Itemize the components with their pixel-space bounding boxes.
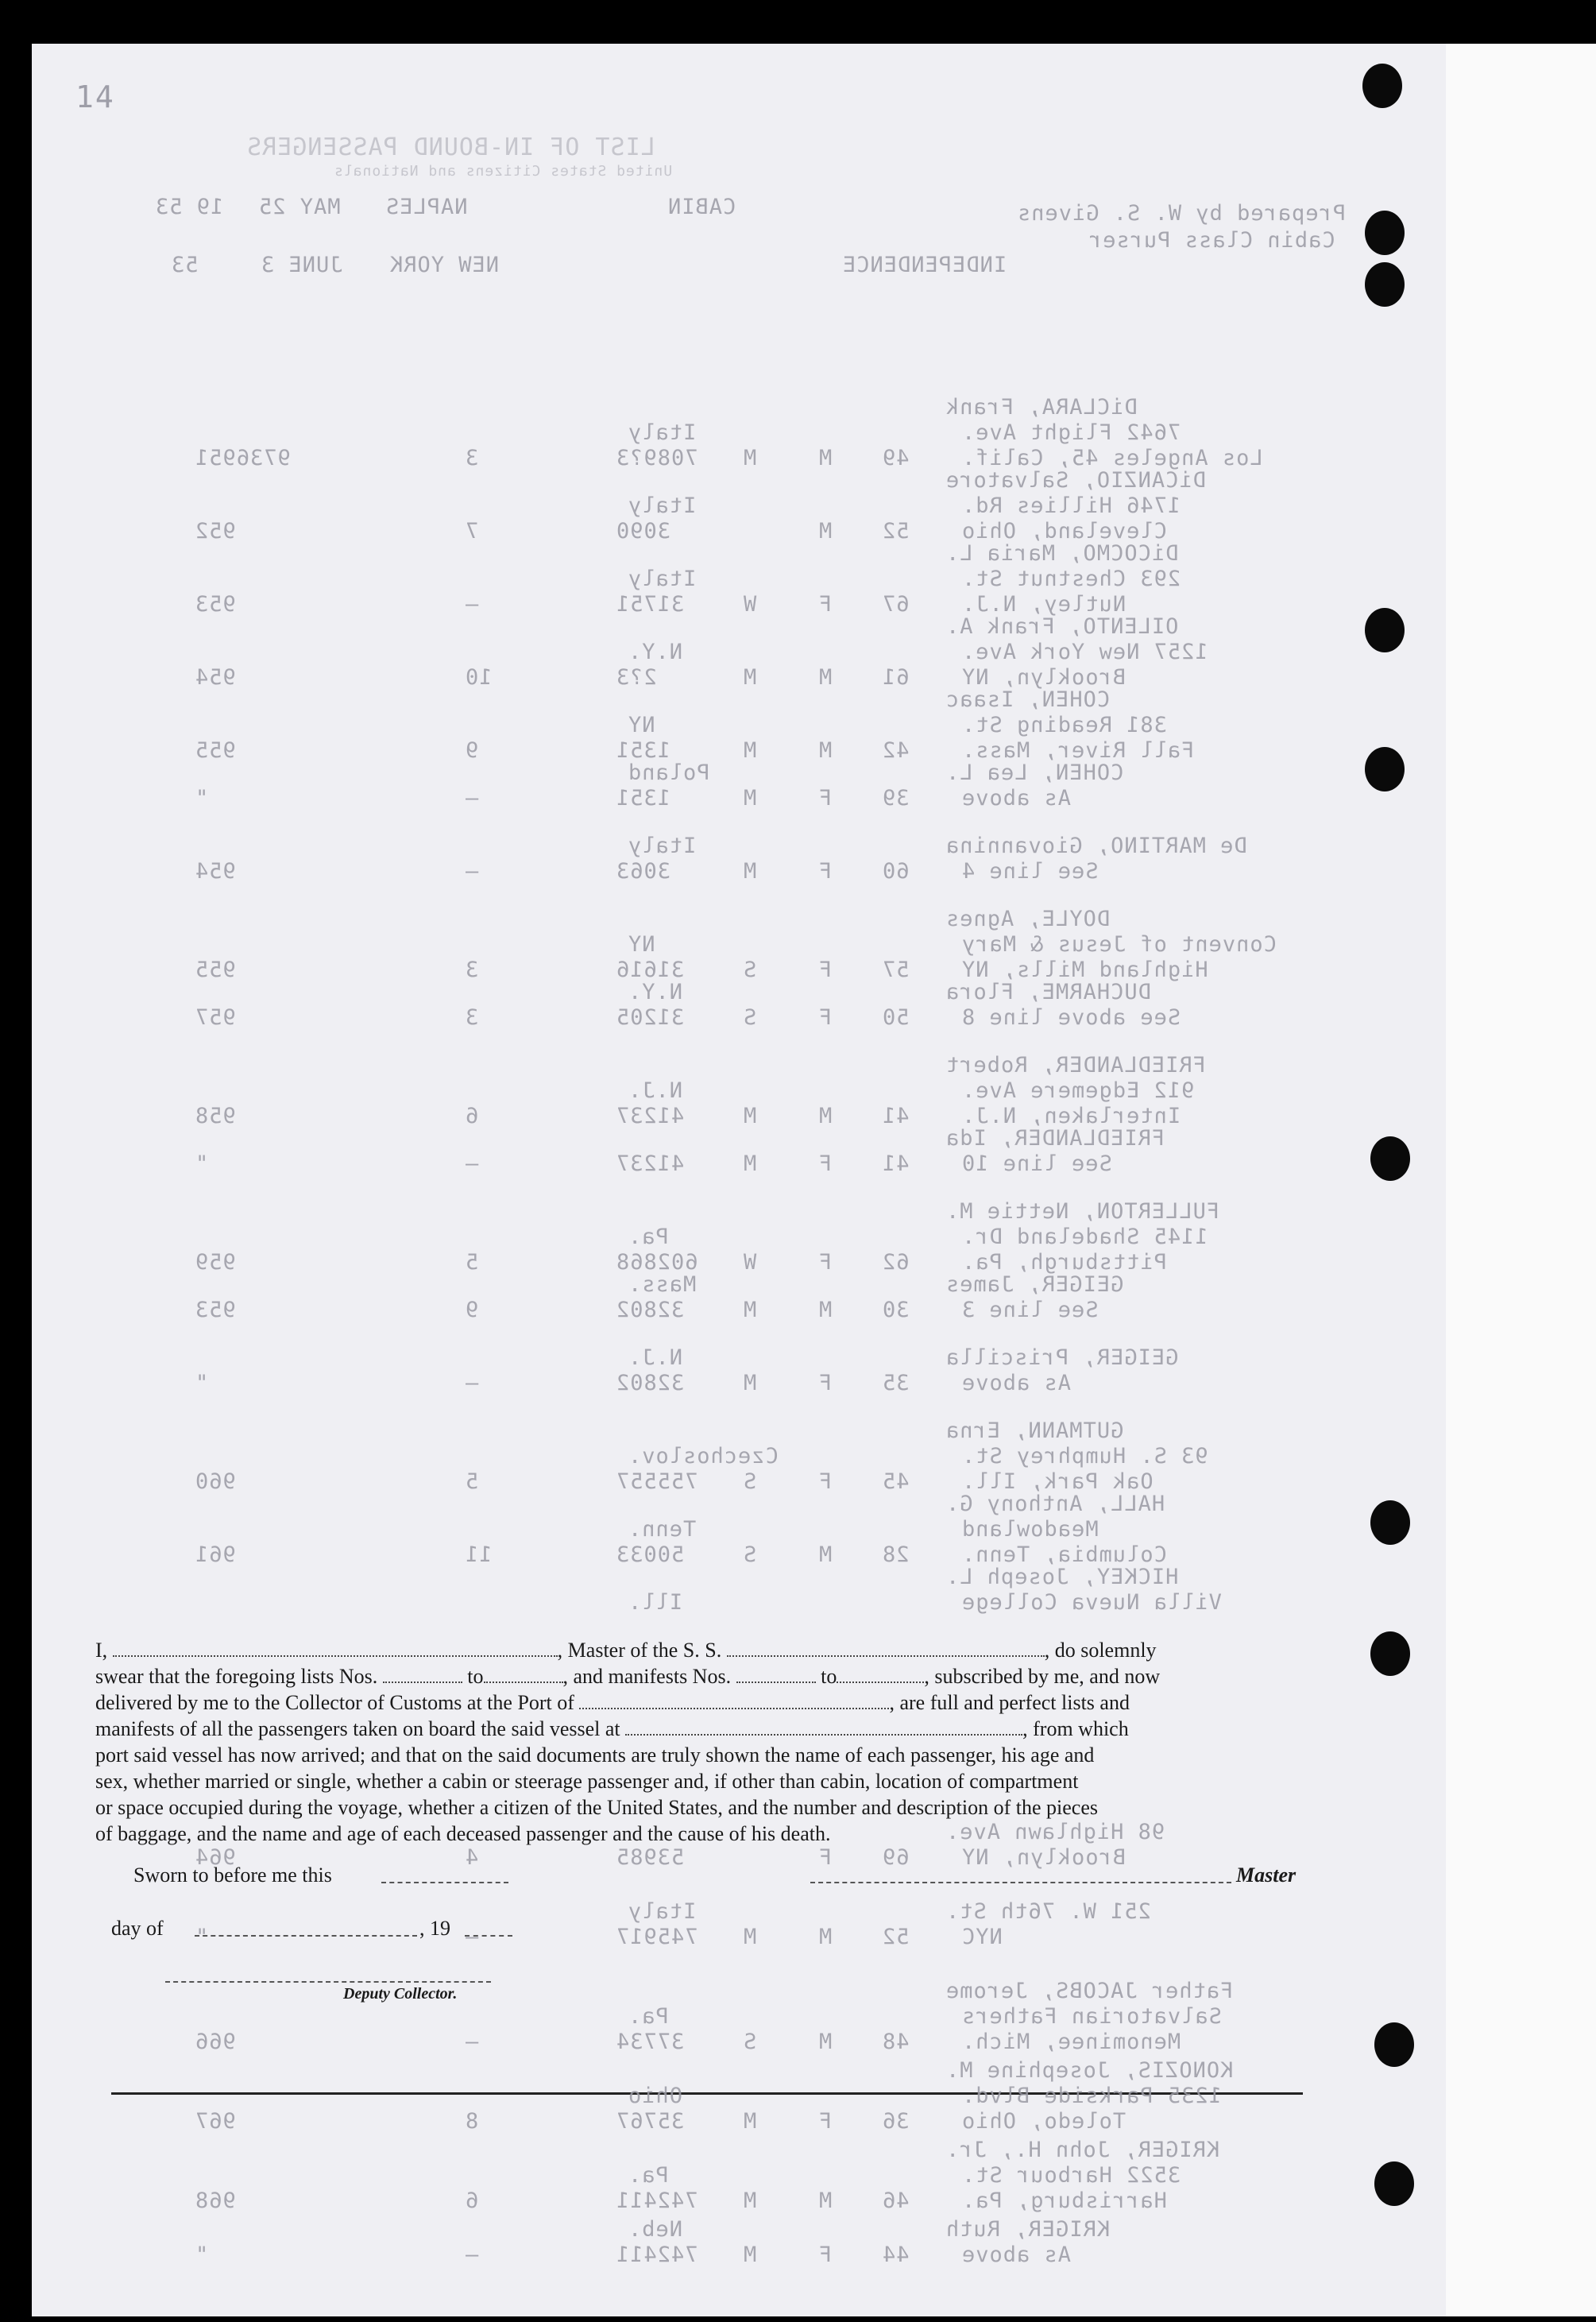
- oath-master-of: , Master of the S. S.: [557, 1639, 722, 1662]
- punch-hole-icon: [1365, 262, 1405, 307]
- birthplace: Poland: [628, 760, 710, 785]
- prepared-title: Cabin Class Purser: [1088, 228, 1335, 253]
- punch-hole-icon: [1370, 1631, 1410, 1676]
- birthplace: Italy: [628, 420, 697, 445]
- baggage-count: 6: [465, 2188, 479, 2213]
- passenger-address: Columbia, Tenn.: [961, 1542, 1167, 1567]
- age: 44: [882, 2243, 910, 2267]
- passenger-name: HICKEY, Joseph L.: [945, 1565, 1179, 1589]
- sex: F: [818, 859, 833, 884]
- age: 52: [882, 1925, 910, 1949]
- passenger-name: OILENTO, Frank A.: [945, 614, 1179, 639]
- list-subtitle: United States Citizens and Nationals: [334, 163, 673, 180]
- punch-hole-icon: [1374, 2161, 1414, 2206]
- class-label: CABIN: [667, 195, 736, 219]
- embark-port-field[interactable]: [625, 1720, 1022, 1736]
- oath-line-7: or space occupied during the voyage, whether a citizen of the United States, and the number and description of the pieces: [95, 1796, 1099, 1819]
- manifests-from-field[interactable]: [736, 1667, 816, 1683]
- departure-date: MAY 25: [258, 195, 341, 219]
- birthplace: Italy: [628, 567, 697, 591]
- passenger-address: 912 Edgemere Ave.: [961, 1078, 1195, 1103]
- baggage-count: –: [465, 1151, 479, 1176]
- year-2: 53: [171, 253, 199, 277]
- age: 48: [882, 2030, 910, 2054]
- passenger-address: 381 Reading St.: [961, 713, 1167, 737]
- passenger-address: Interlaken, N.J.: [961, 1104, 1181, 1128]
- passenger-name: GUTMANN, Erna: [945, 1418, 1124, 1443]
- passenger-name: GEIGER, Priscilla: [945, 1345, 1179, 1370]
- passenger-address: Los Angeles 45, Calif.: [961, 446, 1263, 470]
- marital-status: M: [743, 2188, 757, 2213]
- day-of-field[interactable]: [195, 1935, 417, 1937]
- certificate-number: 41237: [616, 1151, 685, 1176]
- age: 57: [882, 958, 910, 982]
- age: 49: [882, 446, 910, 470]
- manifest-number: 957: [195, 1005, 236, 1030]
- passenger-name: GEIGER, James: [945, 1272, 1124, 1297]
- passenger-name: COHEN, Lea L.: [945, 760, 1124, 785]
- passenger-address: Convent of Jesus & Mary: [961, 932, 1277, 957]
- sex: F: [818, 2243, 833, 2267]
- marital-status: S: [743, 1005, 757, 1030]
- baggage-count: 4: [465, 1845, 479, 1870]
- birthplace: N.Y.: [628, 980, 683, 1004]
- prepared-by: Prepared by W. S. Givens: [1017, 201, 1347, 226]
- year-label: , 19: [419, 1917, 450, 1940]
- marital-status: M: [743, 859, 757, 884]
- birthplace: Pa.: [628, 2163, 669, 2188]
- certificate-number: 1351: [616, 786, 671, 811]
- marital-status: M: [743, 1104, 757, 1128]
- passenger-address: 293 Chestnut St.: [961, 567, 1181, 591]
- passenger-name: FRIEDLANDER, Ida: [945, 1126, 1165, 1151]
- manifest-number: 959: [195, 1250, 236, 1275]
- manifest-number: 953: [195, 1298, 236, 1322]
- marital-status: M: [743, 1151, 757, 1176]
- certificate-number: 755557: [616, 1469, 698, 1494]
- manifest-number: 958: [195, 1104, 236, 1128]
- oath-port-label: delivered by me to the Collector of Customs at the Port of: [95, 1691, 574, 1714]
- passenger-name: DUCHARME, Flora: [945, 980, 1151, 1004]
- marital-status: M: [743, 1925, 757, 1949]
- sex: M: [818, 2030, 833, 2054]
- passenger-address: See line 10: [961, 1151, 1112, 1176]
- manifest-number: ": [195, 1925, 209, 1949]
- baggage-count: –: [465, 592, 479, 617]
- birthplace: Italy: [628, 834, 697, 858]
- oath-manifests-label: , and manifests Nos.: [562, 1665, 732, 1688]
- passenger-name: FULLERTON, Nettie M.: [945, 1199, 1220, 1224]
- sex: M: [818, 1104, 833, 1128]
- passenger-address: 98 Highlawn Ave.: [945, 1820, 1165, 1844]
- birthplace: Mass.: [628, 1272, 697, 1297]
- marital-status: M: [743, 665, 757, 690]
- year-1: 19 53: [155, 195, 224, 219]
- passenger-address: As above: [961, 1371, 1072, 1395]
- certificate-number: 742411: [616, 2188, 698, 2213]
- baggage-count: –: [465, 859, 479, 884]
- arrival-date: JUNE 3: [261, 253, 343, 277]
- manifest-number: ": [195, 1371, 209, 1395]
- sex: M: [818, 738, 833, 763]
- oath-line-8: of baggage, and the name and age of each deceased passenger and the cause of his death.: [95, 1822, 831, 1845]
- manifest-number: 955: [195, 738, 236, 763]
- deputy-signature-field[interactable]: [165, 1981, 491, 1983]
- punch-hole-icon: [1374, 2022, 1414, 2067]
- passenger-address: Villa Nueva College: [961, 1590, 1222, 1615]
- oath-to: to: [467, 1665, 484, 1688]
- sex: F: [818, 1151, 833, 1176]
- sworn-date-field[interactable]: [381, 1882, 508, 1883]
- age: 61: [882, 665, 910, 690]
- passenger-address: Harrisburg, Pa.: [961, 2188, 1167, 2213]
- manifests-to-field[interactable]: [837, 1667, 924, 1683]
- manifest-number: ": [195, 2243, 209, 2267]
- passenger-address: Toledo, Ohio: [961, 2109, 1126, 2134]
- marital-status: S: [743, 958, 757, 982]
- certificate-number: 32802: [616, 1298, 685, 1322]
- marital-status: M: [743, 1371, 757, 1395]
- sex: F: [818, 2109, 833, 2134]
- passenger-address: Menominee, Mich.: [961, 2030, 1181, 2054]
- manifest-number: 968: [195, 2188, 236, 2213]
- certificate-number: 602868: [616, 1250, 698, 1275]
- baggage-count: 3: [465, 1005, 479, 1030]
- passenger-address: Brooklyn, NY: [961, 665, 1126, 690]
- oath-line-5: port said vessel has now arrived; and that on the said documents are truly shown the name of each passenger, his age and: [95, 1743, 1095, 1767]
- manifest-number: 9736951: [195, 446, 291, 470]
- punch-hole-icon: [1370, 1500, 1410, 1545]
- passenger-address: 93 S. Humphrey St.: [961, 1444, 1208, 1469]
- birthplace: NY: [628, 932, 655, 957]
- age: 36: [882, 2109, 910, 2134]
- baggage-count: 5: [465, 1469, 479, 1494]
- sex: F: [818, 786, 833, 811]
- page-edge: [1446, 44, 1596, 2316]
- manifest-number: 966: [195, 2030, 236, 2054]
- oath-solemnly: , do solemnly: [1044, 1639, 1157, 1662]
- birthplace: Pa.: [628, 2004, 669, 2029]
- passenger-address: 251 W. 76th St.: [945, 1899, 1151, 1924]
- passenger-address: As above: [961, 2243, 1072, 2267]
- master-signature-field[interactable]: [810, 1882, 1231, 1883]
- manifest-number: ": [195, 1151, 209, 1176]
- passenger-name: KONOZIS, Josephine M.: [945, 2058, 1234, 2083]
- sworn-label: Sworn to before me this: [133, 1863, 332, 1887]
- passenger-name: KRIGER, John H., Jr.: [945, 2138, 1220, 2162]
- baggage-count: 9: [465, 738, 479, 763]
- certificate-number: 35767: [616, 2109, 685, 2134]
- birthplace: Czechoslov.: [628, 1444, 779, 1469]
- baggage-count: 11: [465, 1542, 493, 1567]
- manifest-number: 960: [195, 1469, 236, 1494]
- passenger-address: 3522 Harbour St.: [961, 2163, 1181, 2188]
- age: 60: [882, 859, 910, 884]
- age: 41: [882, 1151, 910, 1176]
- baggage-count: –: [465, 1371, 479, 1395]
- master-name-field[interactable]: [113, 1641, 558, 1657]
- passenger-address: 1145 Shadeland Dr.: [961, 1225, 1208, 1249]
- age: 67: [882, 592, 910, 617]
- sex: F: [818, 1250, 833, 1275]
- manifest-number: 954: [195, 665, 236, 690]
- departure-port: NAPLES: [385, 195, 468, 219]
- punch-hole-icon: [1362, 64, 1402, 108]
- passenger-address: See line 4: [961, 859, 1099, 884]
- passenger-name: DOYLE, Agnes: [945, 907, 1111, 931]
- lists-to-field[interactable]: [484, 1667, 563, 1683]
- baggage-count: 10: [465, 665, 493, 690]
- birthplace: N.J.: [628, 1345, 683, 1370]
- sex: M: [818, 446, 833, 470]
- marital-status: S: [743, 2030, 757, 2054]
- marital-status: W: [743, 1250, 757, 1275]
- age: 50: [882, 1005, 910, 1030]
- marital-status: S: [743, 1542, 757, 1567]
- passenger-name: KRIGER, Ruth: [945, 2217, 1111, 2242]
- age: 69: [882, 1845, 910, 1870]
- certificate-number: 41237: [616, 1104, 685, 1128]
- sex: F: [818, 1371, 833, 1395]
- certificate-number: 7089?3: [616, 446, 698, 470]
- passenger-address: 1746 Hillies Rd.: [961, 493, 1181, 518]
- passenger-address: Nutley, N.J.: [961, 592, 1126, 617]
- marital-status: M: [743, 786, 757, 811]
- manifest-number: 961: [195, 1542, 236, 1567]
- arrival-port: NEW YORK: [389, 253, 500, 277]
- oath-block: [95, 1637, 1311, 1847]
- sex: M: [818, 2188, 833, 2213]
- baggage-count: 3: [465, 446, 479, 470]
- certificate-number: 1351: [616, 738, 671, 763]
- certificate-number: 32802: [616, 1371, 685, 1395]
- birthplace: Italy: [628, 493, 697, 518]
- certificate-number: 2?3: [616, 665, 657, 690]
- passenger-name: DiCANZIO, Salvatore: [945, 468, 1206, 493]
- passenger-address: Meadowland: [961, 1517, 1099, 1542]
- birthplace: N.Y.: [628, 640, 683, 664]
- sex: F: [818, 1845, 833, 1870]
- birthplace: Ohio: [628, 2084, 683, 2108]
- passenger-name: DiCLARA, Frank: [945, 395, 1138, 420]
- page-number: 14: [75, 79, 115, 114]
- passenger-name: HALL, Anthony G.: [945, 1492, 1165, 1516]
- birthplace: Italy: [628, 1899, 697, 1924]
- deputy-collector-label: Deputy Collector.: [343, 1985, 458, 2003]
- birthplace: Tenn.: [628, 1517, 697, 1542]
- marital-status: M: [743, 738, 757, 763]
- age: 42: [882, 738, 910, 763]
- oath-subscribed: , subscribed by me, and now: [924, 1665, 1161, 1688]
- vessel-name: INDEPENDENCE: [842, 253, 1007, 277]
- age: 62: [882, 1250, 910, 1275]
- passenger-name: COHEN, Isaac: [945, 687, 1111, 712]
- sex: F: [818, 1005, 833, 1030]
- birthplace: Pa.: [628, 1225, 669, 1249]
- oath-from-which: , from which: [1022, 1717, 1129, 1740]
- passenger-name: De MARTINO, Giovannina: [945, 834, 1247, 858]
- passenger-address: See line 3: [961, 1298, 1099, 1322]
- baggage-count: 7: [465, 519, 479, 544]
- passenger-address: As above: [961, 786, 1072, 811]
- oath-i: I,: [95, 1639, 108, 1662]
- certificate-number: 37734: [616, 2030, 685, 2054]
- birthplace: Neb.: [628, 2217, 683, 2242]
- baggage-count: –: [465, 2030, 479, 2054]
- oath-to-2: to: [821, 1665, 837, 1688]
- manifest-number: 967: [195, 2109, 236, 2134]
- oath-lists-label: swear that the foregoing lists Nos.: [95, 1665, 378, 1688]
- age: 41: [882, 1104, 910, 1128]
- age: 39: [882, 786, 910, 811]
- certificate-number: 53985: [616, 1845, 685, 1870]
- age: 46: [882, 2188, 910, 2213]
- manifest-sheet: [32, 44, 1446, 2316]
- punch-hole-icon: [1365, 211, 1405, 255]
- baggage-count: 3: [465, 958, 479, 982]
- manifest-number: 955: [195, 958, 236, 982]
- passenger-address: Cleveland, Ohio: [961, 519, 1167, 544]
- sex: M: [818, 1542, 833, 1567]
- list-title: LIST OF IN-BOUND PASSENGERS: [246, 134, 655, 161]
- punch-hole-icon: [1365, 747, 1405, 791]
- passenger-address: Pittsburgh, Pa.: [961, 1250, 1167, 1275]
- marital-status: M: [743, 1298, 757, 1322]
- certificate-number: 745917: [616, 1925, 698, 1949]
- baggage-count: 5: [465, 1250, 479, 1275]
- sex: F: [818, 958, 833, 982]
- certificate-number: 3063: [616, 859, 671, 884]
- age: 30: [882, 1298, 910, 1322]
- oath-full-perfect: , are full and perfect lists and: [889, 1691, 1130, 1714]
- passenger-address: Highland Mills, NY: [961, 958, 1208, 982]
- passenger-address: 1257 New York Ave.: [961, 640, 1208, 664]
- sex: M: [818, 1925, 833, 1949]
- baggage-count: –: [465, 2243, 479, 2267]
- passenger-address: Salvatorian Fathers: [961, 2004, 1222, 2029]
- punch-hole-icon: [1370, 1136, 1410, 1181]
- certificate-number: 742411: [616, 2243, 698, 2267]
- oath-line-6: sex, whether married or single, whether a cabin or steerage passenger and, if other than cabin, location of compartment: [95, 1770, 1079, 1793]
- manifest-number: ": [195, 786, 209, 811]
- passenger-address: 7642 Flight Ave.: [961, 420, 1181, 445]
- manifest-number: 954: [195, 859, 236, 884]
- passenger-address: Oak Park, Ill.: [961, 1469, 1154, 1494]
- baggage-count: 6: [465, 1104, 479, 1128]
- sex: F: [818, 1469, 833, 1494]
- passenger-name: FRIEDLANDER, Robert: [945, 1053, 1206, 1078]
- passenger-name: Father JACOBS, Jerome: [945, 1979, 1234, 2003]
- sex: M: [818, 519, 833, 544]
- certificate-number: 31751: [616, 592, 685, 617]
- certificate-number: 31616: [616, 958, 685, 982]
- day-of-label: day of: [111, 1917, 164, 1940]
- certificate-number: 3090: [616, 519, 671, 544]
- baggage-count: –: [465, 786, 479, 811]
- marital-status: S: [743, 1469, 757, 1494]
- oath-taken-on-board: manifests of all the passengers taken on board the said vessel at: [95, 1717, 620, 1740]
- manifest-number: 952: [195, 519, 236, 544]
- passenger-name: DiCOCMO, Maria L.: [945, 541, 1179, 566]
- manifest-number: 953: [195, 592, 236, 617]
- baggage-count: 8: [465, 2109, 479, 2134]
- punch-hole-icon: [1365, 608, 1405, 652]
- sex: M: [818, 665, 833, 690]
- sex: M: [818, 1298, 833, 1322]
- marital-status: M: [743, 2243, 757, 2267]
- master-label: Master: [1236, 1863, 1297, 1887]
- age: 28: [882, 1542, 910, 1567]
- vessel-field[interactable]: [727, 1641, 1045, 1657]
- passenger-address: Fall River, Mass.: [961, 738, 1195, 763]
- lists-from-field[interactable]: [383, 1667, 462, 1683]
- birthplace: NY: [628, 713, 655, 737]
- birthplace: Ill.: [628, 1590, 683, 1615]
- passenger-address: See above line 8: [961, 1005, 1181, 1030]
- age: 52: [882, 519, 910, 544]
- manifest-number: 964: [195, 1845, 236, 1870]
- birthplace: N.J.: [628, 1078, 683, 1103]
- passenger-address: Brooklyn, NY: [961, 1845, 1126, 1870]
- age: 35: [882, 1371, 910, 1395]
- passenger-address: NYC: [961, 1925, 1003, 1949]
- passenger-address: 1235 Parkside Blvd.: [961, 2084, 1222, 2108]
- baggage-count: 9: [465, 1298, 479, 1322]
- marital-status: M: [743, 2109, 757, 2134]
- marital-status: M: [743, 446, 757, 470]
- sex: F: [818, 592, 833, 617]
- marital-status: W: [743, 592, 757, 617]
- baggage-count: –: [465, 1925, 479, 1949]
- certificate-number: 50033: [616, 1542, 685, 1567]
- port-field[interactable]: [579, 1693, 889, 1709]
- certificate-number: 31205: [616, 1005, 685, 1030]
- age: 45: [882, 1469, 910, 1494]
